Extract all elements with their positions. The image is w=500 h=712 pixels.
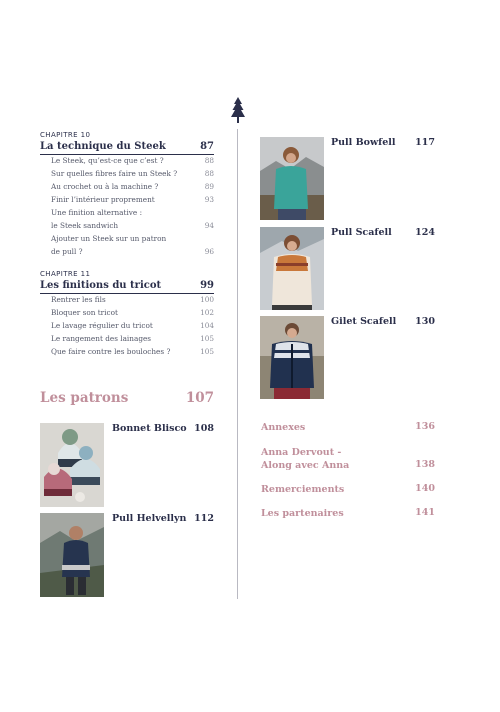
toc-item[interactable]: le Steek sandwich (51, 221, 119, 230)
toc-item-page: 88 (204, 156, 214, 165)
toc-item-page: 102 (200, 308, 214, 317)
toc-item[interactable]: Sur quelles fibres faire un Steek ? (51, 169, 178, 178)
pattern-page: 117 (415, 137, 435, 148)
chapter-10-rule (40, 154, 214, 155)
annex-title[interactable]: Anna Dervout - (261, 447, 342, 458)
annex-page: 138 (415, 459, 435, 470)
toc-item[interactable]: Finir l’intérieur proprement (51, 195, 155, 204)
pattern-page: 130 (415, 316, 435, 327)
chapter-10-page: 87 (200, 141, 214, 152)
toc-item[interactable]: Le lavage régulier du tricot (51, 321, 153, 330)
pattern-title[interactable]: Pull Scafell (331, 227, 392, 238)
annex-page: 140 (415, 483, 435, 494)
toc-item-page: 89 (204, 182, 214, 191)
gilet-scafell-photo (260, 316, 324, 399)
toc-item[interactable]: Une finition alternative : (51, 208, 143, 217)
toc-item[interactable]: Le Steek, qu’est-ce que c’est ? (51, 156, 164, 165)
toc-item[interactable]: Le rangement des lainages (51, 334, 152, 343)
chapter-10-title[interactable]: La technique du Steek (40, 141, 166, 152)
section-title-patrons[interactable]: Les patrons (40, 390, 129, 406)
chapter-11-title[interactable]: Les finitions du tricot (40, 280, 162, 291)
toc-item[interactable]: de pull ? (51, 247, 83, 256)
pattern-title[interactable]: Bonnet Blisco (112, 423, 187, 434)
pattern-page: 124 (415, 227, 435, 238)
toc-item[interactable]: Que faire contre les bouloches ? (51, 347, 171, 356)
pattern-title[interactable]: Pull Helvellyn (112, 513, 187, 524)
pattern-title[interactable]: Gilet Scafell (331, 316, 397, 327)
toc-item-page: 96 (204, 247, 214, 256)
column-divider (237, 129, 238, 599)
annex-page: 136 (415, 421, 435, 432)
toc-item-page: 104 (200, 321, 214, 330)
pattern-title[interactable]: Pull Bowfell (331, 137, 396, 148)
toc-item[interactable]: Bloquer son tricot (51, 308, 118, 317)
chapter-10-label: CHAPITRE 10 (40, 131, 91, 139)
toc-item[interactable]: Au crochet ou à la machine ? (51, 182, 159, 191)
bonnet-blisco-photo (40, 423, 104, 507)
annex-title[interactable]: Along avec Anna (261, 460, 350, 471)
annex-title[interactable]: Remerciements (261, 484, 345, 495)
toc-item-page: 88 (204, 169, 214, 178)
pine-tree-icon (231, 97, 245, 123)
toc-item[interactable]: Rentrer les fils (51, 295, 106, 304)
chapter-11-label: CHAPITRE 11 (40, 270, 91, 278)
pattern-page: 112 (194, 513, 214, 524)
toc-item-page: 105 (200, 334, 214, 343)
annex-page: 141 (415, 507, 435, 518)
section-page-patrons: 107 (185, 390, 214, 406)
annex-title[interactable]: Annexes (261, 422, 306, 433)
chapter-11-page: 99 (200, 280, 214, 291)
toc-item-page: 94 (204, 221, 214, 230)
pull-bowfell-photo (260, 137, 324, 220)
pattern-page: 108 (194, 423, 214, 434)
toc-item-page: 93 (204, 195, 214, 204)
pull-helvellyn-photo (40, 513, 104, 597)
annex-title[interactable]: Les partenaires (261, 508, 344, 519)
toc-item-page: 105 (200, 347, 214, 356)
toc-item[interactable]: Ajouter un Steek sur un patron (51, 234, 167, 243)
pull-scafell-photo (260, 227, 324, 310)
chapter-11-rule (40, 293, 214, 294)
toc-item-page: 100 (200, 295, 214, 304)
